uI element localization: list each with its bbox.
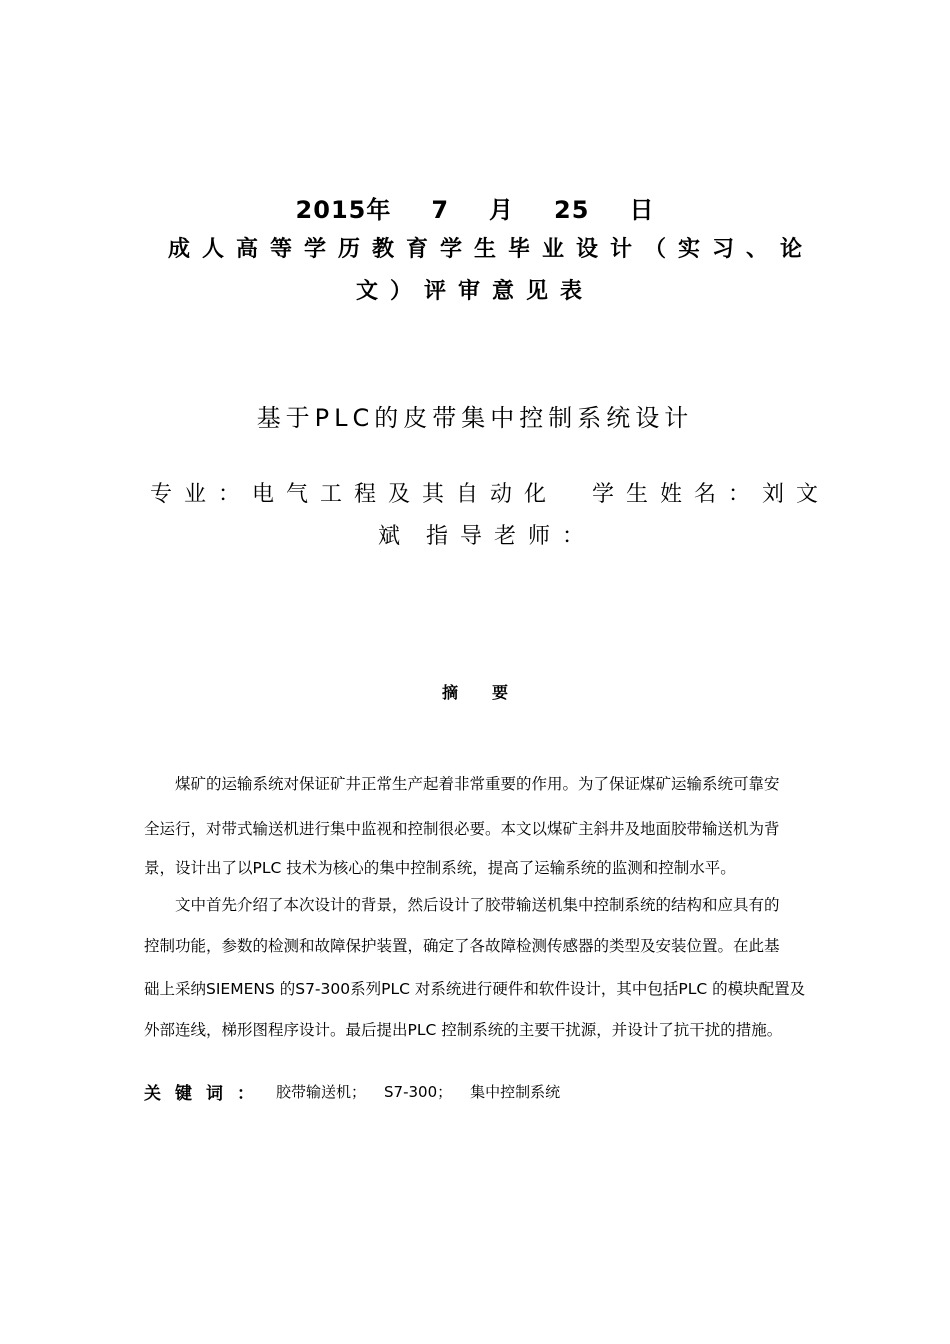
keyword-item: 胶带输送机； [276,1083,367,1101]
abstract-line: 控制功能，参数的检测和故障保护装置，确定了各故障检测传感器的类型及安装位置。在此基 [144,937,780,955]
date-line [0,190,950,225]
keyword-item: 集中控制系统 [470,1083,561,1101]
student-label-continued: 斌 [378,524,413,549]
keywords-list [276,1081,560,1102]
student-label: 学生姓名：刘文 [592,482,831,507]
abstract-heading: 摘要 [441,683,542,702]
keywords-label: 关键词： [144,1084,268,1104]
major-label: 专业：电气工程及其自动化 [150,482,559,507]
thesis-meta-line1 [150,477,830,508]
thesis-title: 基于PLC的皮带集中控制系统设计 [256,404,694,432]
date-month-number: 7 [431,196,450,224]
advisor-label: 指导老师： [426,524,597,549]
abstract-line: 景，设计出了以PLC 技术为核心的集中控制系统，提高了运输系统的监测和控制水平。 [144,859,736,877]
abstract-line: 全运行，对带式输送机进行集中监视和控制很必要。本文以煤矿主斜井及地面胶带输送机为背 [144,820,780,838]
date-day-number: 25 [554,196,590,224]
thesis-meta-line2 [378,519,596,550]
keyword-item: S7-300； [384,1083,453,1101]
abstract-line: 外部连线，梯形图程序设计。最后提出PLC 控制系统的主要干扰源，并设计了抗干扰的措施。 [144,1021,783,1039]
date-month-unit: 月 [489,196,515,224]
date-day-unit: 日 [629,196,655,224]
abstract-line: 煤矿的运输系统对保证矿井正常生产起着非常重要的作用。为了保证煤矿运输系统可靠安 [144,775,780,793]
form-title-line1: 成人高等学历教育学生毕业设计（实习、论 [168,237,815,262]
date-year: 2015年 [295,196,392,224]
abstract-line: 文中首先介绍了本次设计的背景，然后设计了胶带输送机集中控制系统的结构和应具有的 [144,896,780,914]
abstract-line: 础上采纳SIEMENS 的S7-300系列PLC 对系统进行硬件和软件设计，其中包括PLC 的模块配置及 [144,980,806,998]
form-title-line2: 文）评审意见表 [355,279,594,304]
